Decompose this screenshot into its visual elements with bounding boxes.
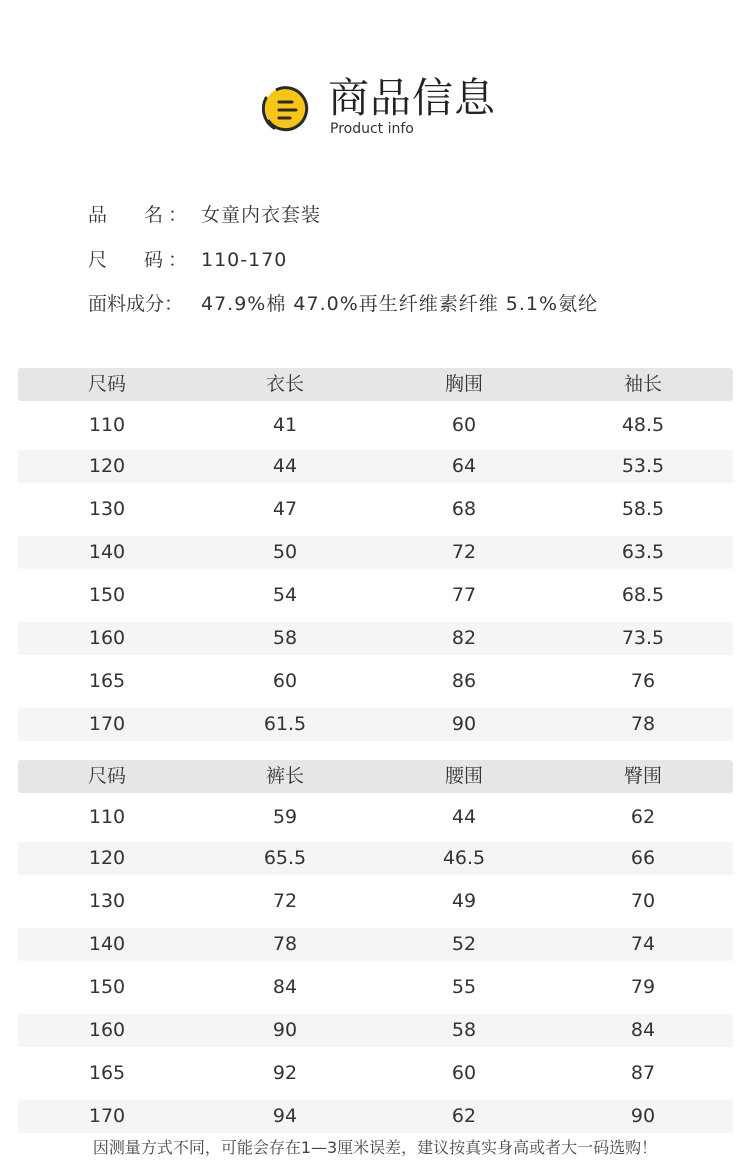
size-range-value: 110-170 bbox=[201, 249, 288, 271]
table-cell: 60 bbox=[272, 670, 298, 692]
table-cell: 120 bbox=[88, 847, 126, 869]
header-cell: 裤长 bbox=[265, 765, 304, 787]
table-cell: 62 bbox=[630, 806, 656, 828]
table-cell: 58 bbox=[272, 627, 298, 649]
label-colon: ： bbox=[168, 249, 188, 271]
table-cell: 68 bbox=[451, 498, 477, 520]
table-cell: 170 bbox=[88, 1105, 126, 1127]
table-cell: 130 bbox=[88, 890, 126, 912]
table-cell: 87 bbox=[630, 1062, 656, 1084]
header-cell: 腰围 bbox=[444, 765, 483, 787]
table-row bbox=[18, 665, 733, 698]
table-cell: 74 bbox=[630, 933, 656, 955]
document-list-icon bbox=[262, 84, 314, 134]
table-cell: 165 bbox=[88, 1062, 126, 1084]
table-cell: 78 bbox=[272, 933, 298, 955]
table-cell: 46.5 bbox=[442, 847, 486, 869]
table-cell: 76 bbox=[630, 670, 656, 692]
table-cell: 50 bbox=[272, 541, 298, 563]
fabric-value: 47.9%棉 47.0%再生纤维素纤维 5.1%氨纶 bbox=[201, 293, 599, 315]
table-row bbox=[18, 708, 733, 741]
table-cell: 120 bbox=[88, 455, 126, 477]
table-cell: 86 bbox=[451, 670, 477, 692]
table-row bbox=[18, 622, 733, 655]
table-row bbox=[18, 801, 733, 834]
table-cell: 65.5 bbox=[263, 847, 307, 869]
table-cell: 84 bbox=[630, 1019, 656, 1041]
table-row bbox=[18, 1057, 733, 1090]
table-cell: 60 bbox=[451, 1062, 477, 1084]
page-subtitle: Product info bbox=[330, 121, 414, 137]
table-cell: 90 bbox=[630, 1105, 656, 1127]
table-cell: 90 bbox=[451, 713, 477, 735]
table-cell: 160 bbox=[88, 1019, 126, 1041]
table-cell: 90 bbox=[272, 1019, 298, 1041]
table-cell: 53.5 bbox=[621, 455, 665, 477]
measurement-note: 因测量方式不同，可能会存在1—3厘米误差，建议按真实身高或者大一码选购！ bbox=[92, 1138, 658, 1157]
table-cell: 140 bbox=[88, 933, 126, 955]
fabric-label: 面料成分： bbox=[88, 293, 184, 315]
header-cell: 衣长 bbox=[265, 373, 304, 395]
table-cell: 73.5 bbox=[621, 627, 665, 649]
table-cell: 150 bbox=[88, 976, 126, 998]
table-header bbox=[18, 760, 733, 793]
table-cell: 61.5 bbox=[263, 713, 307, 735]
label-colon: ： bbox=[168, 204, 188, 226]
table-row bbox=[18, 493, 733, 526]
table-cell: 170 bbox=[88, 713, 126, 735]
table-cell: 110 bbox=[88, 414, 126, 436]
table-cell: 140 bbox=[88, 541, 126, 563]
table-cell: 82 bbox=[451, 627, 477, 649]
table-cell: 62 bbox=[451, 1105, 477, 1127]
table-row bbox=[18, 579, 733, 612]
table-cell: 77 bbox=[451, 584, 477, 606]
table-header bbox=[18, 368, 733, 401]
table-cell: 58 bbox=[451, 1019, 477, 1041]
label-char: 名 bbox=[144, 204, 164, 226]
table-cell: 52 bbox=[451, 933, 477, 955]
table-cell: 70 bbox=[630, 890, 656, 912]
table-cell: 165 bbox=[88, 670, 126, 692]
header-cell: 袖长 bbox=[623, 373, 662, 395]
table-row bbox=[18, 409, 733, 442]
table-cell: 47 bbox=[272, 498, 298, 520]
header-cell: 胸围 bbox=[444, 373, 483, 395]
table-cell: 59 bbox=[272, 806, 298, 828]
table-cell: 94 bbox=[272, 1105, 298, 1127]
table-cell: 63.5 bbox=[621, 541, 665, 563]
table-cell: 72 bbox=[451, 541, 477, 563]
table-row bbox=[18, 885, 733, 918]
label-char: 码 bbox=[144, 249, 164, 271]
table-cell: 84 bbox=[272, 976, 298, 998]
table-cell: 49 bbox=[451, 890, 477, 912]
table-cell: 55 bbox=[451, 976, 477, 998]
table-cell: 64 bbox=[451, 455, 477, 477]
label-char: 品 bbox=[88, 204, 108, 226]
table-row bbox=[18, 450, 733, 483]
header-cell: 臀围 bbox=[623, 765, 662, 787]
table-cell: 66 bbox=[630, 847, 656, 869]
table-row bbox=[18, 971, 733, 1004]
table-cell: 92 bbox=[272, 1062, 298, 1084]
header-cell: 尺码 bbox=[87, 373, 126, 395]
table-cell: 60 bbox=[451, 414, 477, 436]
table-cell: 44 bbox=[272, 455, 298, 477]
table-cell: 48.5 bbox=[621, 414, 665, 436]
table-cell: 54 bbox=[272, 584, 298, 606]
product-name-value: 女童内衣套装 bbox=[201, 204, 322, 226]
table-cell: 110 bbox=[88, 806, 126, 828]
table-row bbox=[18, 842, 733, 875]
table-cell: 68.5 bbox=[621, 584, 665, 606]
table-row bbox=[18, 536, 733, 569]
page-title: 商品信息 bbox=[328, 74, 496, 122]
table-cell: 78 bbox=[630, 713, 656, 735]
table-row bbox=[18, 1014, 733, 1047]
table-cell: 44 bbox=[451, 806, 477, 828]
section-header bbox=[262, 74, 522, 140]
header-cell: 尺码 bbox=[87, 765, 126, 787]
table-row bbox=[18, 1100, 733, 1133]
table-cell: 130 bbox=[88, 498, 126, 520]
table-cell: 58.5 bbox=[621, 498, 665, 520]
table-row bbox=[18, 928, 733, 961]
table-cell: 150 bbox=[88, 584, 126, 606]
table-cell: 41 bbox=[272, 414, 298, 436]
table-cell: 72 bbox=[272, 890, 298, 912]
table-cell: 160 bbox=[88, 627, 126, 649]
table-cell: 79 bbox=[630, 976, 656, 998]
label-char: 尺 bbox=[88, 249, 108, 271]
